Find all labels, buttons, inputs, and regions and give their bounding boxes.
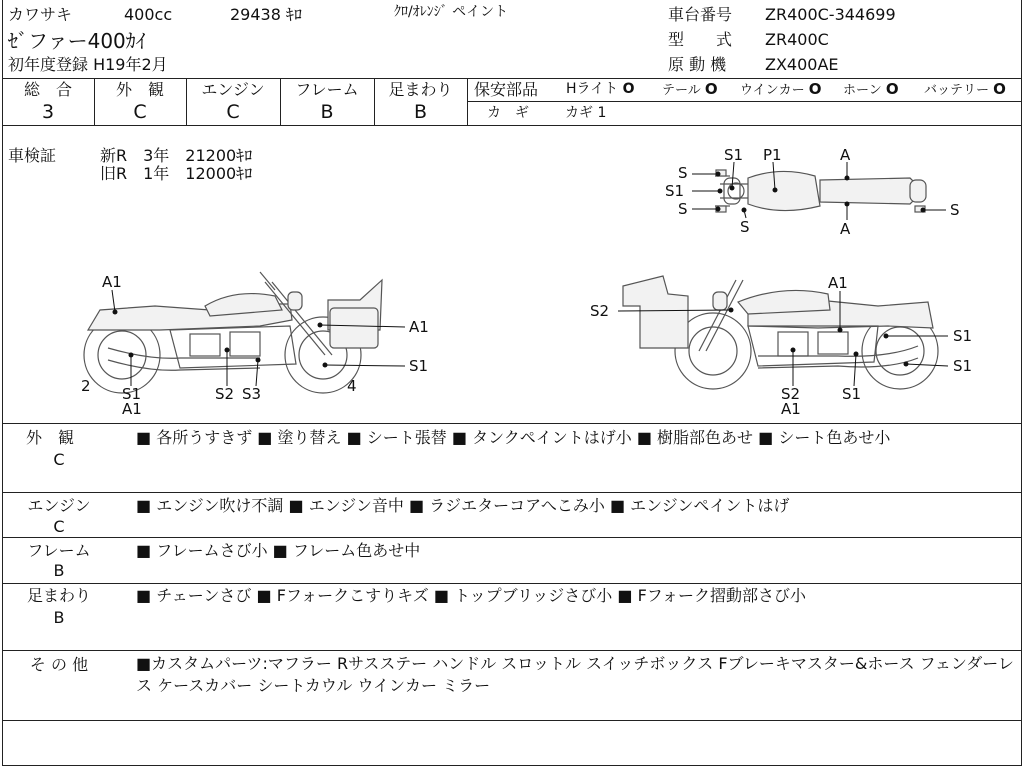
- right-label-s2-bottom: S2: [781, 385, 801, 403]
- suspension-grade: B: [413, 101, 428, 123]
- right-label-s1-a: S1: [953, 327, 973, 345]
- safety-tail: [662, 82, 718, 97]
- safety-winker: [740, 82, 822, 97]
- left-label-a1-rear: A1: [102, 273, 122, 291]
- left-label-s3: S3: [242, 385, 262, 403]
- right-label-s1-bottom: S1: [842, 385, 862, 403]
- right-label-a1-bottom: A1: [781, 400, 801, 418]
- safety-label: 保安部品: [474, 80, 539, 99]
- left-label-4: 4: [347, 377, 357, 395]
- note-frame-grade: B: [53, 561, 65, 580]
- top-label-a-lower: A: [840, 220, 851, 238]
- horn-label: ホーン: [843, 83, 882, 98]
- note-engine-label: エンジン: [27, 496, 91, 515]
- displacement: 400cc: [124, 5, 173, 24]
- top-label-s-d: S: [950, 201, 960, 219]
- frame-grade: B: [320, 101, 334, 123]
- type-value: ZR400C: [765, 30, 829, 49]
- note-exterior-text: ■ 各所うすきず ■ 塗り替え ■ シート張替 ■ タンクペイントはげ小 ■ 樹脂部色あせ ■ シート色あせ小: [136, 428, 891, 447]
- notes-top-border: [2, 423, 1022, 424]
- frame-label: フレーム: [295, 80, 359, 99]
- left-label-s1-front: S1: [409, 357, 429, 375]
- note-engine-grade: C: [53, 517, 65, 536]
- type-label: 型 式: [668, 30, 733, 49]
- notes-divider: [2, 537, 1022, 538]
- notes-divider: [2, 650, 1022, 651]
- winker-label: ウインカー: [740, 83, 805, 98]
- note-frame-text: ■ フレームさび小 ■ フレーム色あせ中: [136, 541, 421, 560]
- first-registration: 初年度登録 H19年2月: [8, 55, 168, 74]
- color: ｸﾛ/ｵﾚﾝｼﾞ ペイント: [394, 4, 509, 20]
- model-name: ｾﾞファー400ｶｲ: [8, 29, 146, 53]
- safety-row-divider: [467, 101, 1022, 102]
- engine-label: エンジン: [201, 80, 265, 99]
- note-other-text: ■カスタムパーツ:マフラー Rサスステー ハンドル スロットル スイッチボックス Fブレーキマスター&ホース フェンダーレス ケースカバー シートカウル ウインカー ミラー: [136, 654, 1014, 695]
- grade-table-bottom-border: [2, 125, 1022, 126]
- left-bike-outline: [84, 272, 382, 393]
- overall-grade: 3: [41, 101, 55, 123]
- tail-label: テール: [662, 83, 701, 98]
- top-view-diagram: [660, 140, 980, 240]
- horn-mark: O: [885, 80, 899, 98]
- grade-col-divider: [467, 78, 468, 125]
- overall-label: 総 合: [23, 80, 72, 99]
- key-value: カギ 1: [565, 105, 607, 121]
- maker: カワサキ: [8, 5, 73, 24]
- top-label-s-b: S: [678, 200, 688, 218]
- top-label-s1-b: S1: [665, 182, 685, 200]
- engine-grade: C: [226, 101, 240, 123]
- note-suspension-label: 足まわり: [26, 586, 91, 605]
- frame-no: ZR400C-344699: [765, 5, 896, 24]
- battery-label: バッテリー: [924, 83, 990, 98]
- safety-battery: [924, 82, 1006, 97]
- top-label-s-c: S: [740, 218, 750, 236]
- frame-no-label: 車台番号: [668, 5, 733, 24]
- left-label-s2: S2: [215, 385, 235, 403]
- suspension-label: 足まわり: [388, 80, 453, 99]
- inspection-label: 車検証: [8, 146, 57, 165]
- notes-divider: [2, 492, 1022, 493]
- inspection-new: 新R 3年 21200ｷﾛ: [100, 146, 253, 165]
- right-label-s1-b: S1: [953, 357, 973, 375]
- exterior-grade: C: [133, 101, 147, 123]
- top-view-bike-outline: [715, 170, 926, 212]
- grade-table-top-border: [2, 78, 1022, 79]
- notes-divider: [2, 583, 1022, 584]
- key-label: カ ギ: [487, 105, 529, 121]
- tail-mark: O: [704, 80, 718, 98]
- headlight-mark: O: [622, 81, 635, 97]
- right-label-a1-top: A1: [828, 274, 848, 292]
- headlight-label: Hライト: [566, 81, 619, 97]
- safety-horn: [843, 82, 899, 97]
- mileage: 29438 ｷﾛ: [230, 5, 302, 24]
- left-label-a1-lower: A1: [122, 400, 142, 418]
- note-engine-text: ■ エンジン吹け不調 ■ エンジン音中 ■ ラジエターコアへこみ小 ■ エンジンペイントはげ: [136, 496, 790, 515]
- note-suspension-text: ■ チェーンさび ■ Fフォークこすりキズ ■ トップブリッジさび小 ■ Fフォーク摺動部さび小: [136, 586, 806, 605]
- safety-headlight: [566, 82, 634, 96]
- right-bike-outline: [623, 276, 938, 389]
- note-exterior-label: 外 観: [25, 428, 74, 447]
- top-label-p1: P1: [763, 146, 782, 164]
- left-label-a1-front: A1: [409, 318, 429, 336]
- note-suspension-grade: B: [53, 608, 65, 627]
- left-label-2: 2: [81, 377, 91, 395]
- engine-model-label: 原 動 機: [668, 55, 727, 74]
- exterior-label: 外 観: [115, 80, 164, 99]
- left-side-diagram: [60, 260, 450, 420]
- note-frame-label: フレーム: [27, 541, 91, 560]
- engine-model: ZX400AE: [765, 55, 839, 74]
- battery-mark: O: [993, 80, 1006, 98]
- notes-bottom-border: [2, 720, 1022, 721]
- winker-mark: O: [808, 80, 822, 98]
- top-label-a-upper: A: [840, 146, 851, 164]
- left-label-s1-rear: S1: [122, 385, 142, 403]
- note-other-label: そ の 他: [29, 655, 89, 674]
- note-exterior-grade: C: [53, 450, 65, 469]
- right-label-s2-left: S2: [590, 302, 610, 320]
- top-label-s-a: S: [678, 164, 688, 182]
- top-label-s1: S1: [724, 146, 744, 164]
- right-side-diagram: [588, 266, 988, 420]
- inspection-old: 旧R 1年 12000ｷﾛ: [100, 164, 253, 183]
